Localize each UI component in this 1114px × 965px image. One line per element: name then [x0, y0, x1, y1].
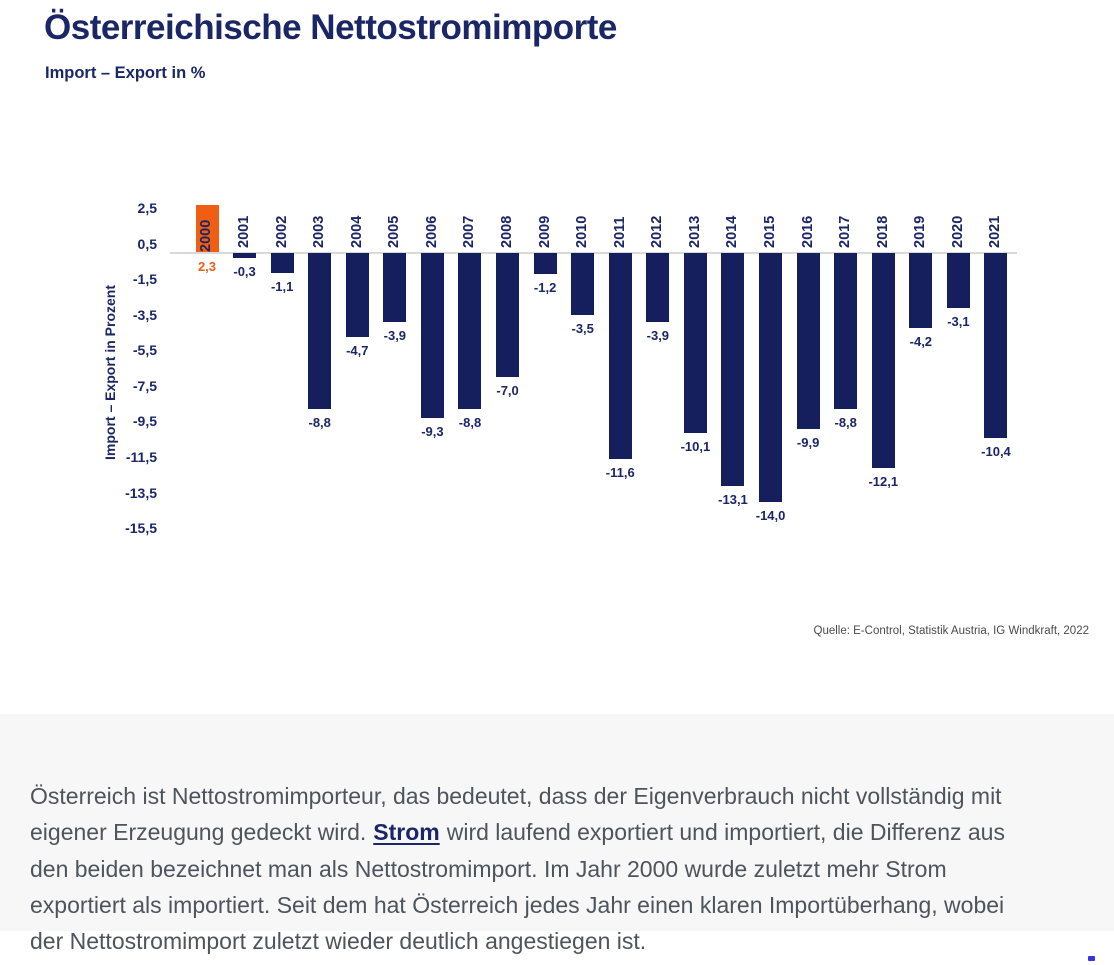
year-label-2012: 2012	[649, 215, 666, 248]
year-label-2013: 2013	[686, 215, 703, 248]
value-label-2015: -14,0	[755, 507, 786, 523]
year-label-2000: 2000	[196, 205, 219, 252]
strom-link[interactable]: Strom	[373, 819, 440, 845]
bar-2002	[271, 253, 294, 273]
year-label-2017: 2017	[837, 215, 854, 248]
value-label-2021: -10,4	[981, 443, 1011, 459]
value-label-2005: -3,9	[383, 328, 407, 344]
y-axis-tick: -13,5	[125, 484, 157, 501]
y-axis-tick: -11,5	[125, 448, 157, 465]
year-label-2021: 2021	[987, 215, 1004, 248]
year-label-2016: 2016	[799, 215, 816, 248]
bar-2007	[458, 253, 481, 409]
value-label-2010: -3,5	[571, 321, 594, 337]
bar-2011	[609, 253, 632, 459]
value-label-2001: -0,3	[233, 264, 256, 280]
article-line: den beiden bezeichnet man als Nettostromimport. Im Jahr 2000 wurde zuletzt mehr Strom	[30, 856, 947, 882]
bar-2006	[421, 253, 444, 418]
bar-2001	[233, 253, 256, 258]
year-label-2007: 2007	[461, 215, 478, 248]
y-axis-tick: -5,5	[132, 342, 157, 359]
article-panel	[0, 714, 1114, 954]
y-axis-tick: 2,5	[137, 200, 157, 217]
bar-2005	[383, 253, 406, 322]
year-label-2009: 2009	[536, 215, 553, 248]
y-axis-tick: -1,5	[132, 271, 157, 288]
article-line-text: eigener Erzeugung gedeckt wird.	[30, 819, 367, 845]
y-axis-title: Import – Export in Prozent	[102, 284, 118, 460]
value-label-2006: -9,3	[421, 424, 444, 440]
bar-2015	[759, 253, 782, 502]
value-label-2004: -4,7	[346, 342, 369, 358]
y-axis-tick: -9,5	[132, 413, 157, 430]
y-axis-tick: -7,5	[132, 377, 157, 394]
article-line: exportiert als importiert. Seit dem hat Österreich jedes Jahr einen klaren Importüberhang, wobei	[30, 892, 1005, 918]
cut-off-icon-fragment	[1088, 956, 1095, 961]
year-label-2008: 2008	[499, 215, 516, 248]
bar-2004	[346, 253, 369, 337]
value-label-2014: -13,1	[718, 491, 748, 507]
bar-2003	[308, 253, 331, 409]
year-label-2001: 2001	[236, 215, 253, 248]
chart-subtitle: Import – Export in %	[45, 64, 206, 82]
value-label-2018: -12,1	[868, 474, 899, 490]
value-label-2012: -3,9	[646, 328, 670, 344]
year-label-2003: 2003	[311, 215, 328, 248]
bar-2009	[534, 253, 557, 274]
bar-2020	[947, 253, 970, 308]
bar-2010	[571, 253, 594, 315]
value-label-2002: -1,1	[270, 278, 294, 294]
article-line: Österreich ist Nettostromimporteur, das bedeutet, dass der Eigenverbrauch nicht vollständig mit	[30, 783, 1002, 809]
year-label-2019: 2019	[912, 215, 929, 248]
article-line-text: wird laufend exportiert und importiert, die Differenz aus	[446, 819, 1005, 845]
value-label-2009: -1,2	[533, 280, 557, 296]
year-label-2010: 2010	[574, 215, 591, 248]
year-label-2005: 2005	[386, 215, 403, 248]
source-caption: Quelle: E-Control, Statistik Austria, IG Windkraft, 2022	[813, 625, 1089, 637]
article-line	[30, 818, 1005, 846]
bar-2021	[984, 253, 1007, 438]
year-label-2015: 2015	[762, 215, 779, 248]
bar-2019	[909, 253, 932, 328]
year-label-2020: 2020	[949, 215, 966, 248]
page-title: Österreichische Nettostromimporte	[44, 8, 617, 47]
value-label-2020: -3,1	[947, 314, 970, 330]
bar-2008	[496, 253, 519, 377]
bar-2018	[872, 253, 895, 468]
year-label-2006: 2006	[423, 215, 440, 248]
year-label-2018: 2018	[874, 215, 891, 248]
value-label-2000: 2,3	[197, 258, 217, 274]
year-label-2004: 2004	[348, 215, 365, 248]
bar-2014	[721, 253, 744, 486]
value-label-2003: -8,8	[308, 415, 331, 431]
bar-2013	[684, 253, 707, 433]
value-label-2016: -9,9	[796, 435, 820, 451]
value-label-2007: -8,8	[458, 415, 482, 431]
bar-2012	[646, 253, 669, 322]
value-label-2017: -8,8	[834, 415, 857, 431]
value-label-2008: -7,0	[496, 383, 519, 399]
y-axis-tick: 0,5	[137, 235, 157, 252]
y-axis-tick: -15,5	[125, 520, 157, 537]
y-axis-tick: -3,5	[132, 306, 157, 323]
article-line-clipped: der Nettostromimport zuletzt wieder deutlich angestiegen ist.	[30, 928, 647, 954]
value-label-2013: -10,1	[680, 438, 711, 454]
value-label-2019: -4,2	[909, 333, 933, 349]
year-label-2014: 2014	[724, 215, 741, 248]
value-label-2011: -11,6	[605, 465, 635, 481]
year-label-2002: 2002	[273, 215, 290, 248]
year-label-2011: 2011	[611, 216, 628, 248]
bar-2016	[797, 253, 820, 429]
bar-2017	[834, 253, 857, 409]
